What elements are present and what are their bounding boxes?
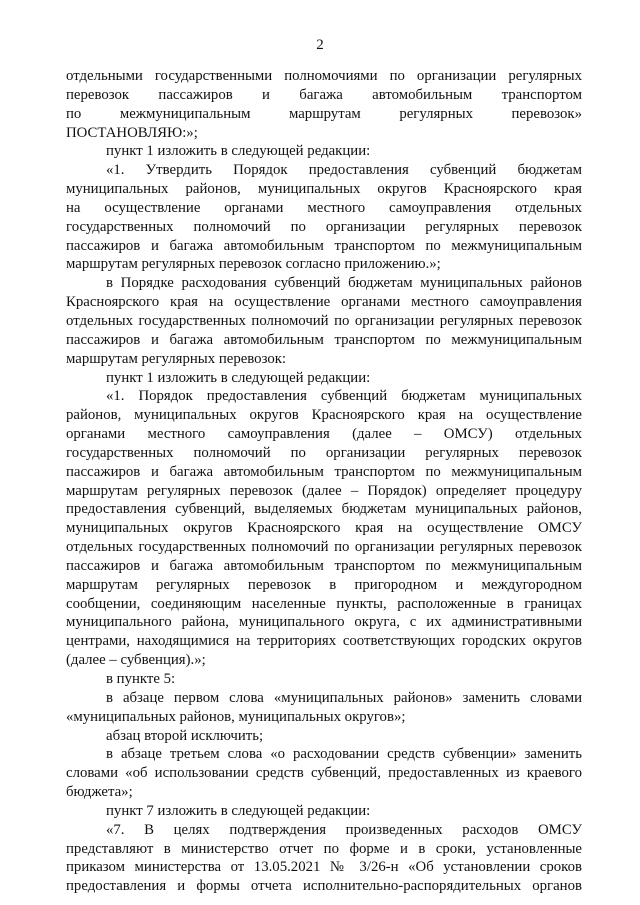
text-line: государственных полномочий по организации регулярных перевозок	[66, 444, 582, 461]
text-line: отдельных государственных полномочий по организации регулярных перевозок	[66, 312, 582, 329]
text-line: в абзаце первом слова «муниципальных районов» заменить словами	[106, 689, 582, 706]
text-line: словами «об использовании средств субвенций, предоставленных из краевого	[66, 765, 582, 782]
text-line: органами местного самоуправления (далее – ОМСУ) отдельных	[66, 426, 582, 443]
text-line: приказом министерства от 13.05.2021 № 3/26-н «Об установлении сроков	[66, 859, 582, 876]
text-line: пассажиров и багажа автомобильным транспортом по межмуниципальным	[66, 331, 582, 348]
text-line: сообщении, соединяющим населенные пункты, расположенные в границах	[66, 595, 582, 612]
text-line: маршрутам регулярных перевозок согласно приложению.»;	[66, 256, 441, 273]
text-line: муниципального района, муниципального округа, с их административными	[66, 614, 582, 631]
text-line: пассажиров и багажа автомобильным транспортом по межмуниципальным	[66, 463, 582, 480]
text-line: пассажиров и багажа автомобильным транспортом по межмуниципальным	[66, 557, 582, 574]
text-line: представляют в министерство отчет по форме и в сроки, установленные	[66, 840, 582, 857]
document-body	[66, 67, 582, 896]
text-line: в абзаце третьем слова «о расходовании средств субвенции» заменить	[106, 746, 582, 763]
text-line: (далее – субвенция).»;	[66, 652, 206, 669]
text-line: «муниципальных районов, муниципальных округов»;	[66, 708, 406, 725]
text-line: муниципальных округов Красноярского края на осуществление ОМСУ	[66, 520, 582, 537]
text-line: пункт 1 изложить в следующей редакции:	[106, 369, 371, 386]
text-line: центрами, находящимися на территориях соответствующих городских округов	[66, 633, 582, 650]
text-line: на осуществление органами местного самоуправления отдельных	[66, 199, 582, 216]
text-line: пункт 7 изложить в следующей редакции:	[106, 802, 371, 819]
text-line: государственных полномочий по организации регулярных перевозок	[66, 218, 582, 235]
text-line: предоставления субвенций, выделяемых бюджетам муниципальных районов,	[66, 501, 582, 518]
text-line: бюджета»;	[66, 784, 133, 801]
text-line: маршрутам регулярных перевозок:	[66, 350, 287, 367]
text-line: Красноярского края на осуществление органами местного самоуправления	[66, 294, 582, 311]
text-line: маршрутам регулярных перевозок в пригородном и междугородном	[66, 576, 582, 593]
text-line: «7. В целях подтверждения произведенных расходов ОМСУ	[106, 821, 582, 838]
page-number: 2	[316, 37, 324, 53]
text-line: отдельных государственных полномочий по организации регулярных перевозок	[66, 539, 582, 556]
text-line: «1. Утвердить Порядок предоставления субвенций бюджетам	[106, 162, 582, 179]
text-line: перевозок пассажиров и багажа автомобильным транспортом	[66, 86, 582, 103]
text-line: пассажиров и багажа автомобильным транспортом по межмуниципальным	[66, 237, 582, 254]
text-line: ПОСТАНОВЛЯЮ:»;	[66, 124, 198, 141]
text-line: в пункте 5:	[106, 671, 176, 687]
text-line: районов, муниципальных округов Красноярского края на осуществление	[66, 407, 582, 424]
text-line: муниципальных районов, муниципальных округов Красноярского края	[66, 181, 582, 198]
text-line: в Порядке расходования субвенций бюджетам муниципальных районов	[106, 275, 582, 292]
text-line: предоставления и формы отчета исполнительно-распорядительных органов	[66, 878, 582, 895]
text-line: маршрутам регулярных перевозок (далее – Порядок) определяет процедуру	[66, 482, 582, 499]
text-line: отдельными государственными полномочиями по организации регулярных	[66, 68, 582, 84]
text-line: пункт 1 изложить в следующей редакции:	[106, 143, 371, 160]
text-line: «1. Порядок предоставления субвенций бюджетам муниципальных	[106, 388, 582, 405]
text-line: по межмуниципальным маршрутам регулярных перевозок»	[66, 105, 582, 122]
text-line: абзац второй исключить;	[106, 727, 264, 744]
